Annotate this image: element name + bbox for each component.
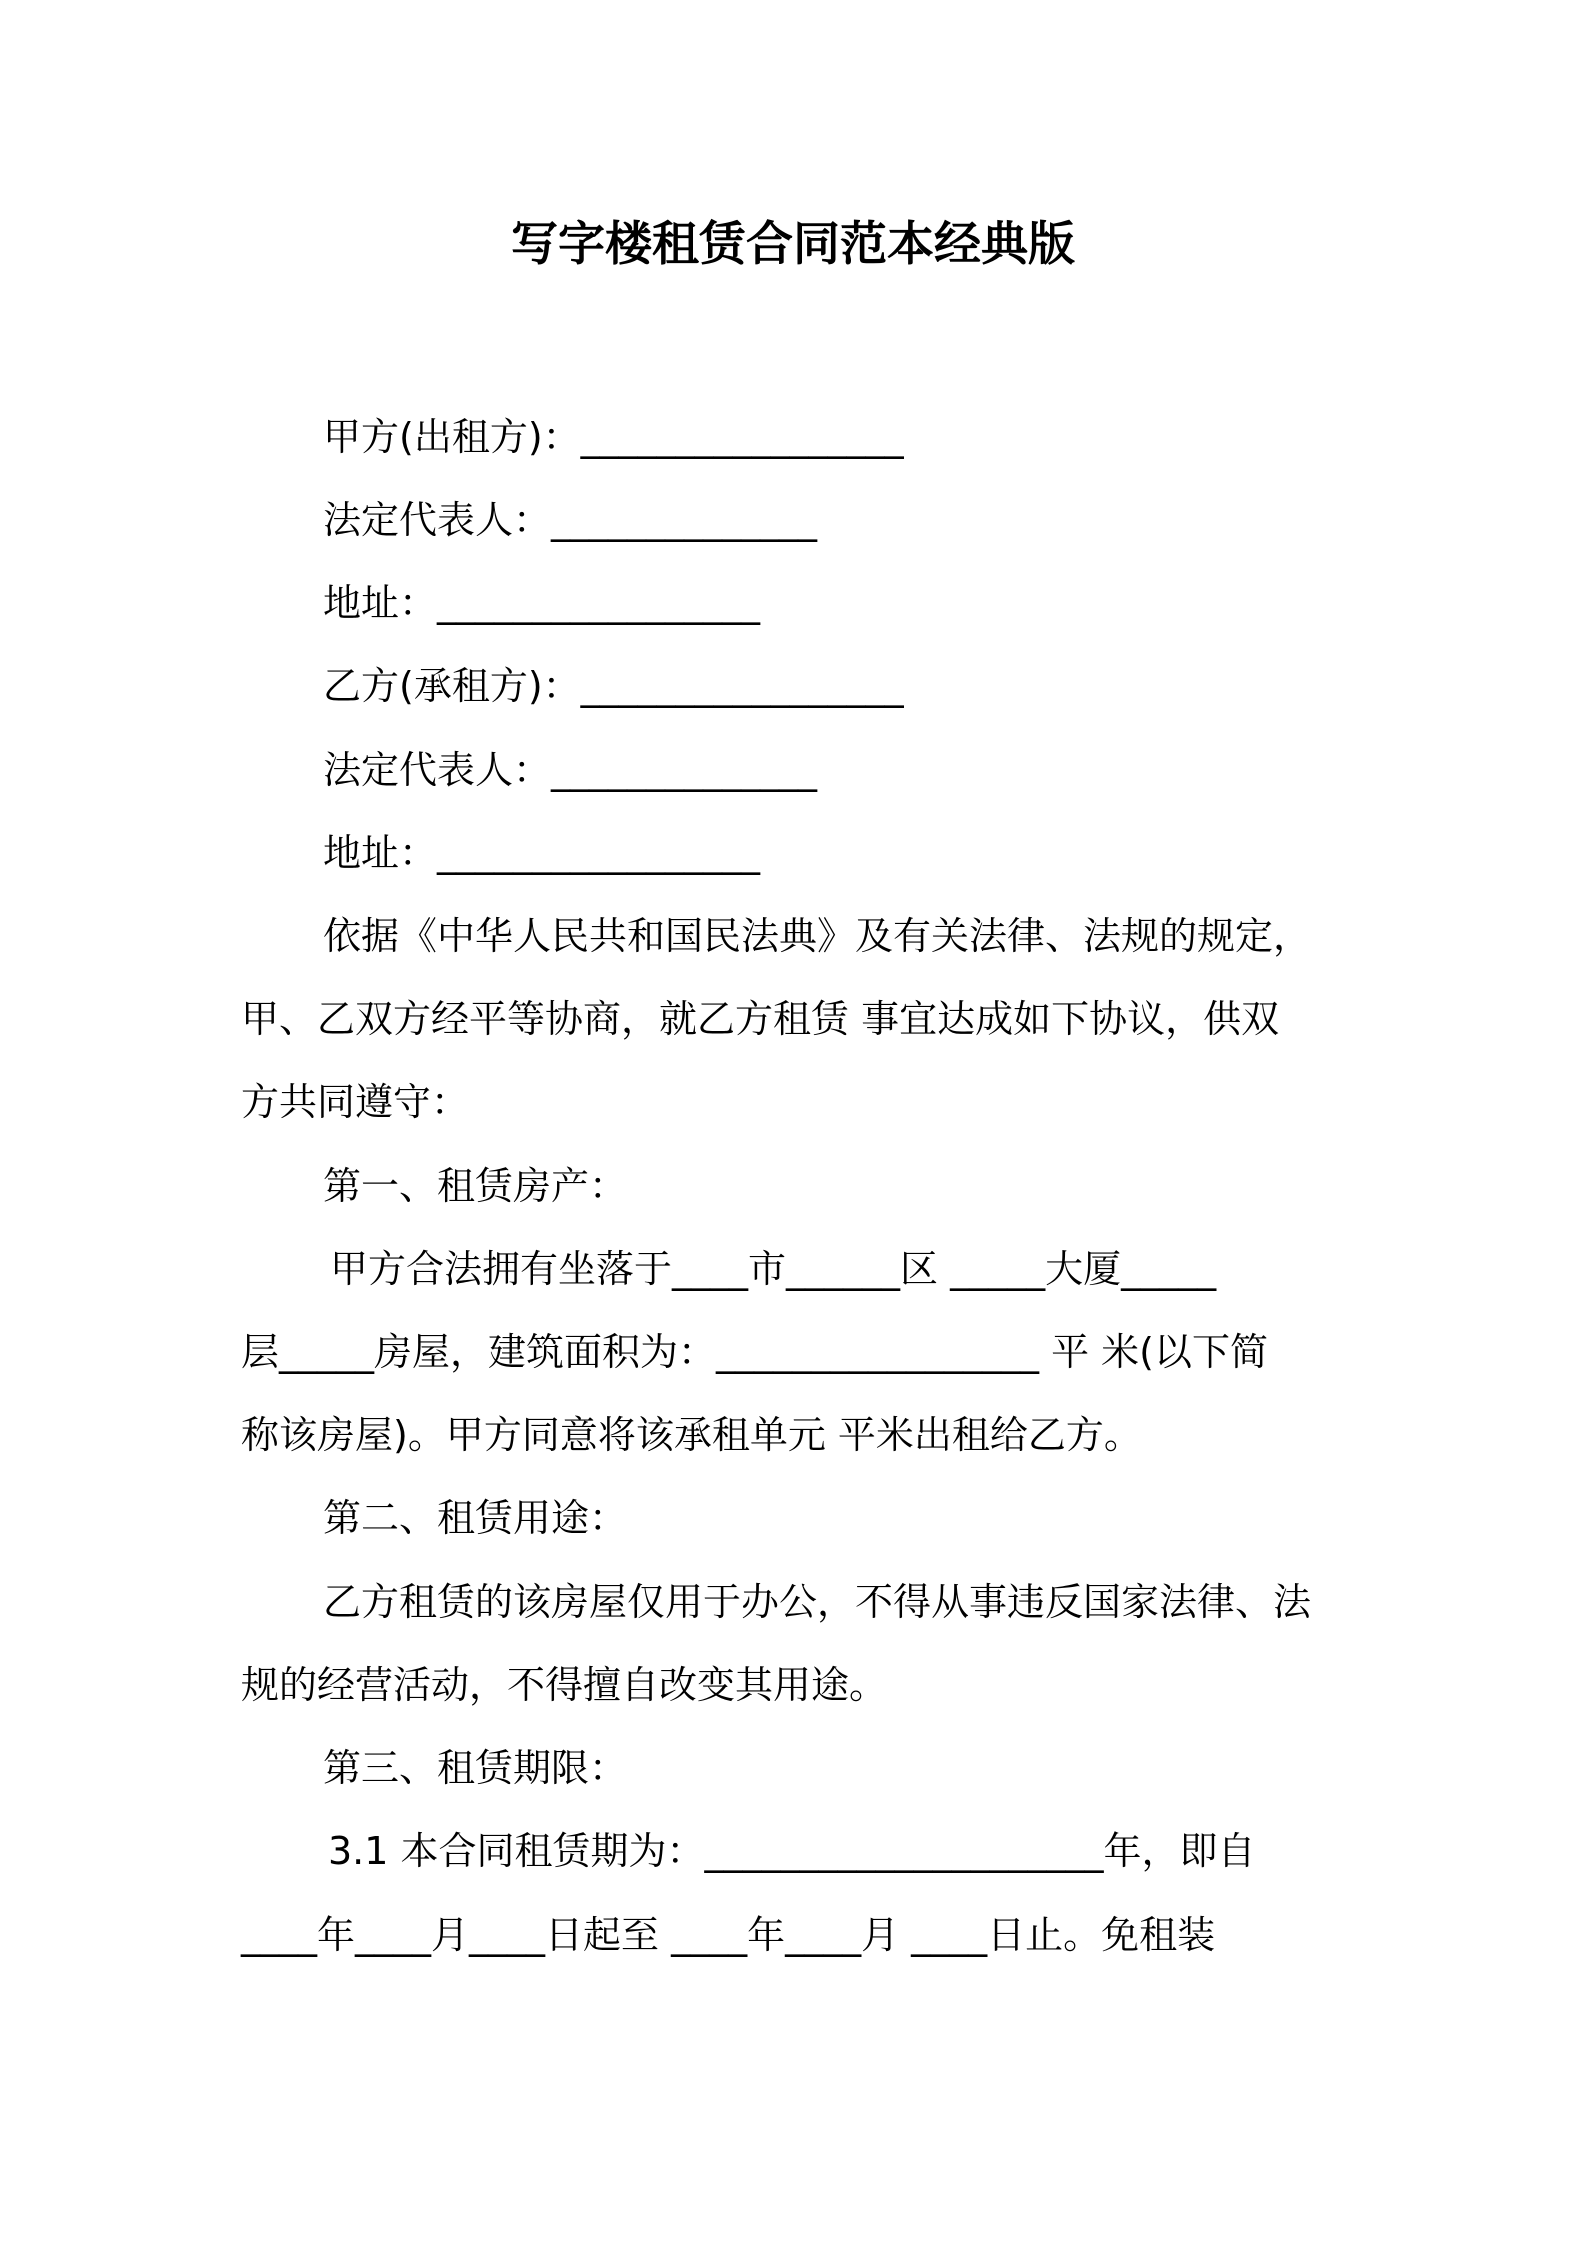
article-3-heading: 第三、租赁期限：: [323, 1746, 628, 1790]
article-3-line-1: 3.1 本合同租赁期为：_____________________年，即自: [328, 1829, 1256, 1873]
article-2-line-2: 规的经营活动，不得擅自改变其用途。: [241, 1663, 888, 1707]
article-2-heading: 第二、租赁用途：: [323, 1496, 628, 1540]
document-title: 写字楼租赁合同范本经典版: [511, 217, 1075, 272]
article-1-line-1: 甲方合法拥有坐落于____市______区 _____大厦_____: [330, 1247, 1217, 1291]
party-b-line: 乙方(承租方)：_________________: [323, 664, 904, 708]
article-2-line-1: 乙方租赁的该房屋仅用于办公，不得从事违反国家法律、法: [323, 1580, 1312, 1624]
preamble-line-1: 依据《中华人民共和国民法典》及有关法律、法规的规定，: [323, 914, 1312, 958]
party-a-representative-line: 法定代表人：______________: [323, 498, 818, 542]
article-1-line-3: 称该房屋)。甲方同意将该承租单元 平米出租给乙方。: [241, 1413, 1142, 1457]
article-1-line-2: 层_____房屋，建筑面积为：_________________ 平 米(以下简: [241, 1330, 1268, 1374]
article-1-heading: 第一、租赁房产：: [323, 1164, 628, 1208]
party-a-address-line: 地址：_________________: [323, 581, 761, 625]
party-b-address-line: 地址：_________________: [323, 831, 761, 875]
preamble-line-2: 甲、乙双方经平等协商，就乙方租赁 事宜达成如下协议，供双: [241, 997, 1280, 1041]
preamble-line-3: 方共同遵守：: [241, 1080, 470, 1124]
article-3-line-2: ____年____月____日起至 ____年____月 ____日止。免租装: [241, 1913, 1216, 1957]
party-b-representative-line: 法定代表人：______________: [323, 748, 818, 792]
party-a-line: 甲方(出租方)：_________________: [323, 415, 904, 459]
